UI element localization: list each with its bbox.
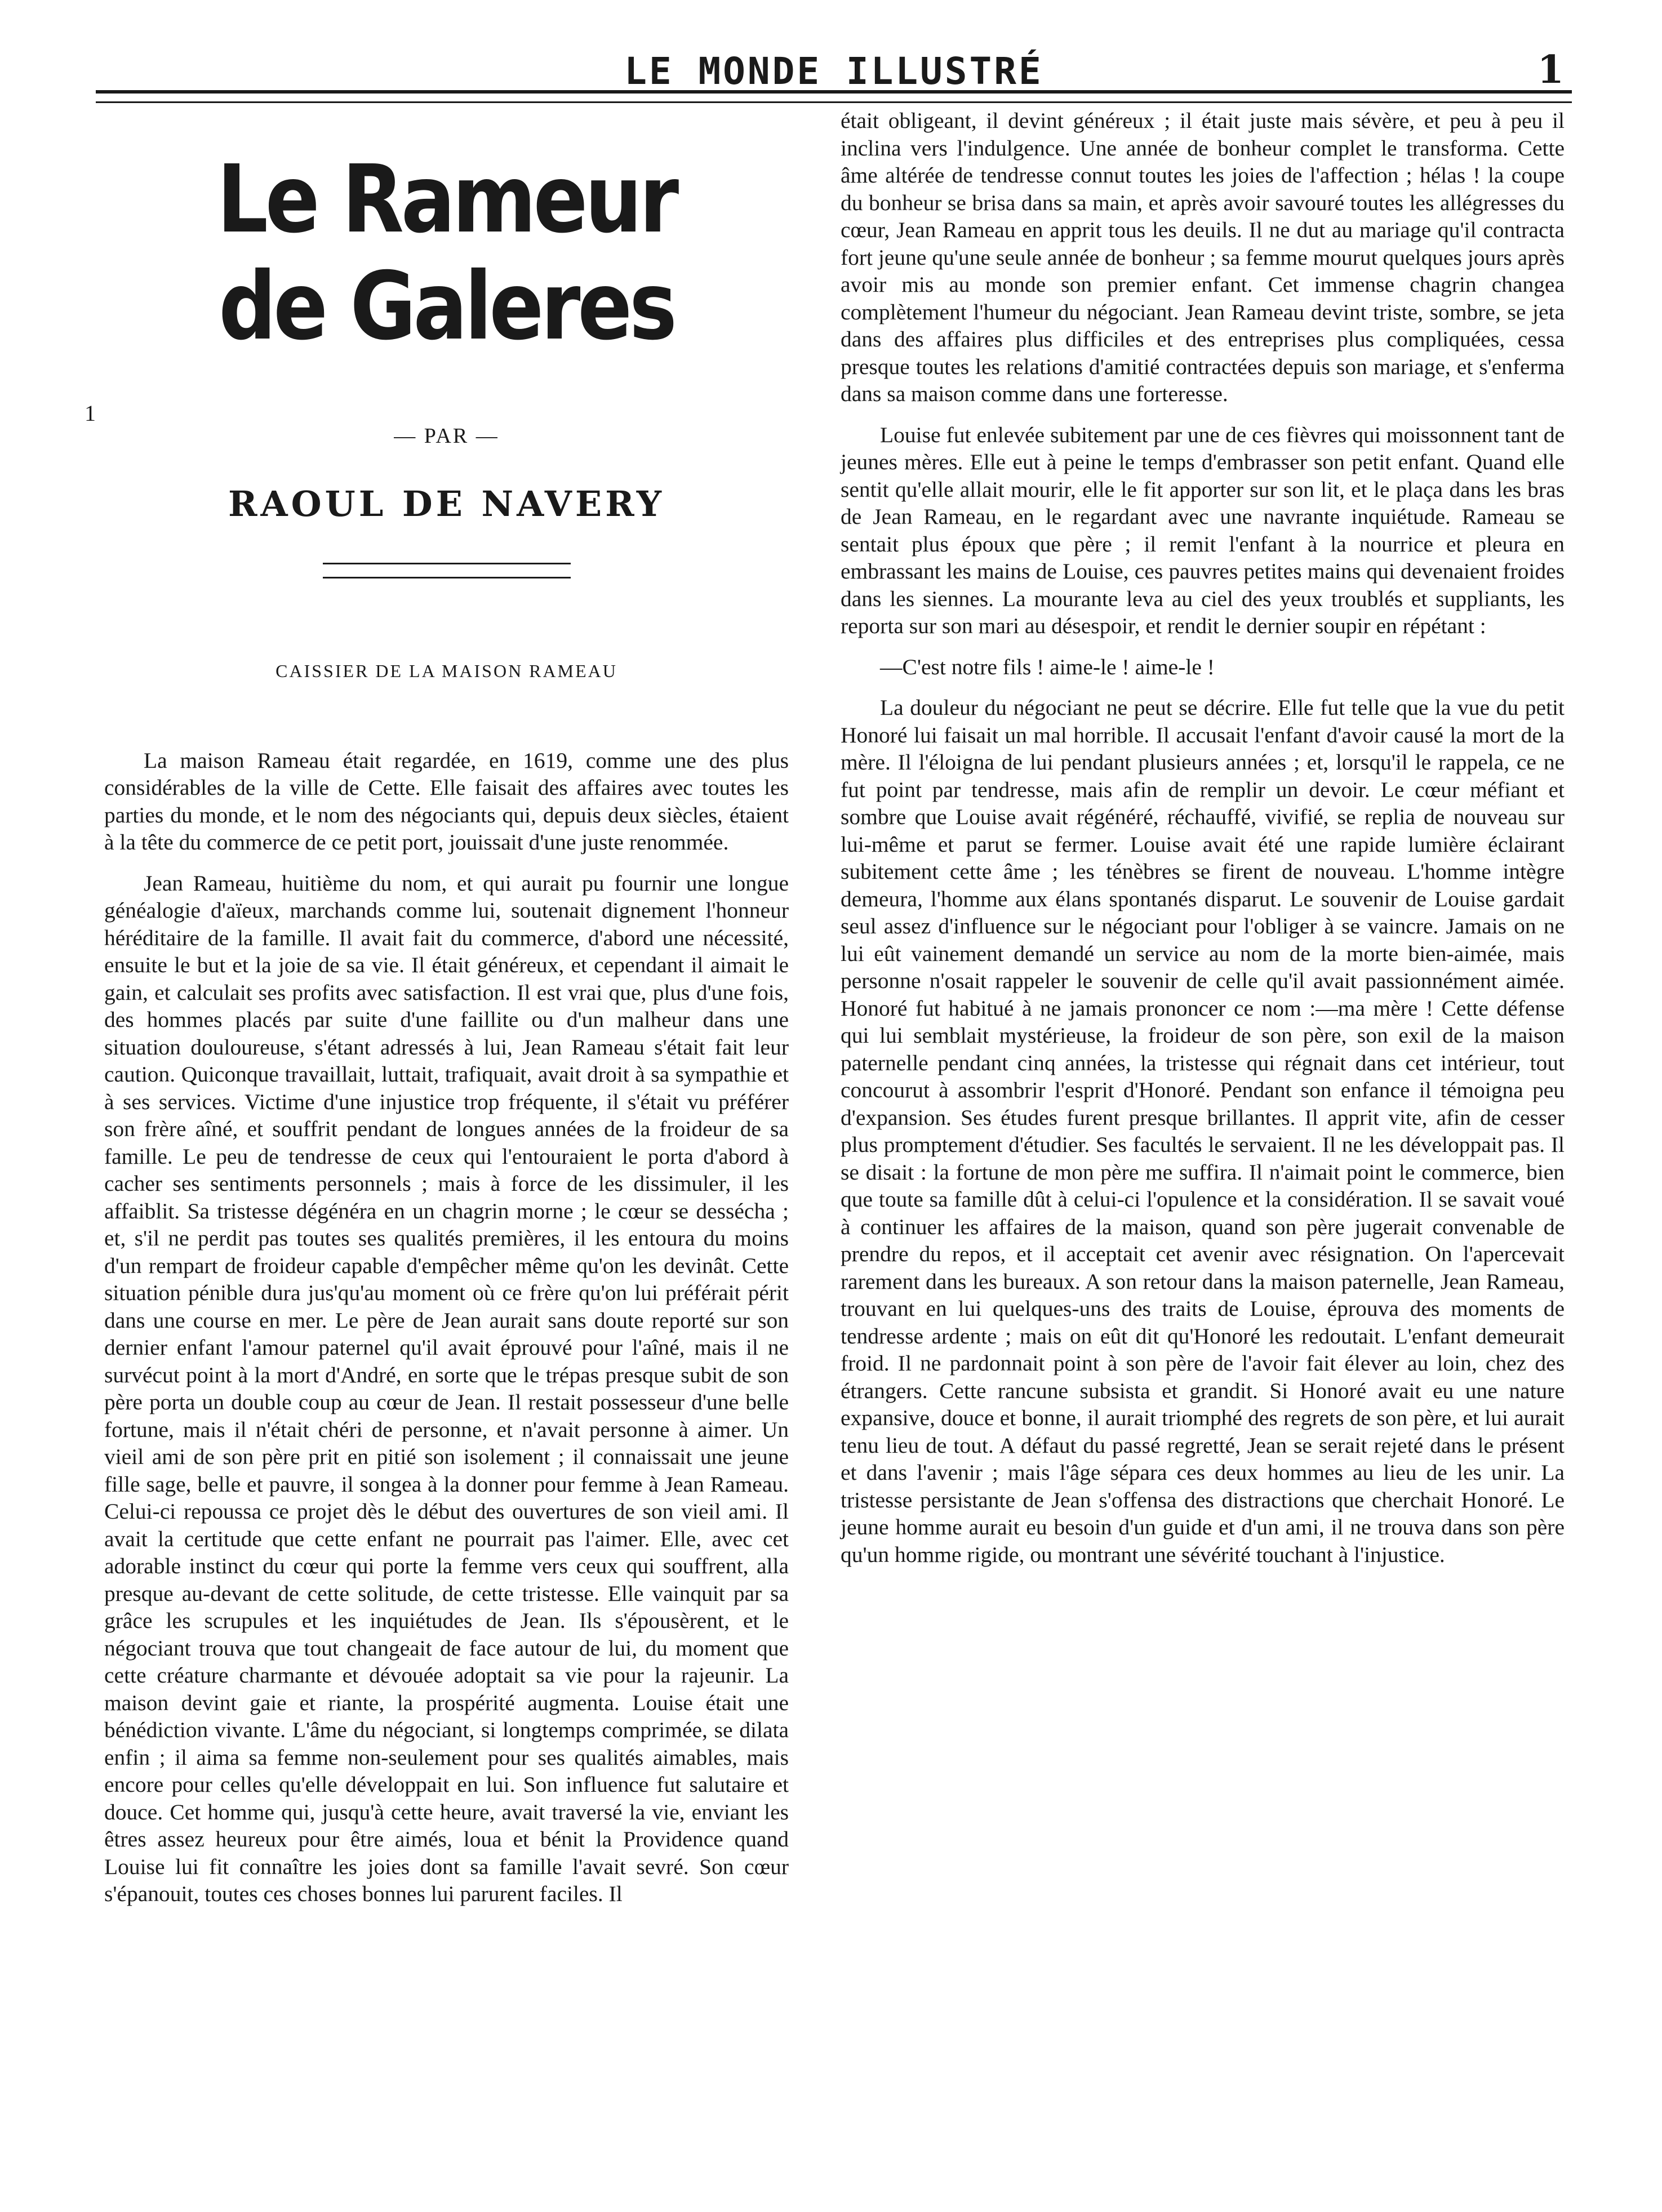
right-column bbox=[841, 107, 1565, 1582]
right-paragraph-1: était obligeant, il devint généreux ; il était juste mais sévère, et peu à peu il inclina vers l'indulgence. Une année de bonheur complet le transforma. Cette âme altérée de tendresse connut toutes les joies de l'affection ; hélas ! la coupe du bonheur se brisa dans sa main, et après avoir savouré toutes les allégresses du cœur, Jean Rameau en apprit tous les deuils. Il ne dut au mariage qu'il contracta fort jeune qu'une seule année de bonheur ; sa femme mourut quelques jours après avoir mis au monde son premier enfant. Cet immense chagrin changea complètement l'humeur du négociant. Jean Rameau devint triste, sombre, se jeta dans des affaires plus difficiles et des entreprises plus compliquées, cessa presque toutes les relations d'amitié contractées depuis son mariage, et s'enferma dans sa maison comme dans une forteresse. bbox=[841, 108, 1565, 406]
right-paragraph-4: La douleur du négociant ne peut se décrire. Elle fut telle que la vue du petit Honoré lui faisait un mal horrible. Il accusait l'enfant d'avoir causé la mort de la mère. Il l'éloigna de lui pendant plusieurs années ; et, lorsqu'il le rappela, ce ne fut point par tendresse, mais afin de remplir un devoir. Le cœur méfiant et sombre que Louise avait régénéré, réchauffé, vivifié, se replia de nouveau sur lui-même et parut se fermer. Louise avait été une rapide lumière éclairant subitement cette âme ; les ténèbres se firent de nouveau. L'homme intègre demeura, l'homme aux élans spontanés disparut. Le souvenir de Louise gardait seul assez d'influence sur le négociant pour l'obliger à se vaincre. Jamais on ne lui eût vainement demandé un service au nom de la morte bien-aimée, mais personne n'osait rappeler le souvenir de celle qu'il avait passionnément aimée. Honoré fut habitué à ne jamais prononcer ce nom :—ma mère ! Cette défense qui lui semblait mystérieuse, la froideur de son père, son exil de la maison paternelle pendant cinq années, la tristesse qui régnait dans cet intérieur, tout concourut à assombrir l'esprit d'Honoré. Pendant son enfance il témoigna peu d'expansion. Ses études furent presque brillantes. Il apprit vite, afin de cesser plus promptement d'étudier. Ses facultés le servaient. Il ne les développait pas. Il se disait : la fortune de mon père me suffira. Il n'aimait point le commerce, bien que toute sa famille dût à celui-ci l'opulence et la considération. Il se savait voué à continuer les affaires de la maison, quand son père jugerait convenable de prendre du repos, et il acceptait cet avenir avec résignation. On l'apercevait rarement dans les bureaux. A son retour dans la maison paternelle, Jean Rameau, trouvant en lui quelques-uns des traits de Louise, éprouva des moments de tendresse ardente ; mais on eût dit qu'Honoré les redoutait. L'enfant demeurait froid. Il ne pardonnait point à son père de l'avoir fait élever au loin, chez des étrangers. Cette rancune subsista et grandit. Si Honoré avait eu une nature expansive, douce et bonne, il aurait triomphé des regrets de son père, et lui aurait tenu lieu de tout. A défaut du passé regretté, Jean se serait rejeté dans le présent et dans l'avenir ; mais l'âge sépara ces deux hommes au lieu de les unir. La tristesse persistante de Jean s'offensa des distractions que cherchait Honoré. Le jeune homme aurait eu besoin d'un guide et d'un ami, il ne trouva dans son père qu'un homme rigide, ou montrant une sévérité touchant à l'injustice. bbox=[841, 695, 1565, 1567]
masthead-rule bbox=[96, 90, 1572, 103]
right-paragraph-3: —C'est notre fils ! aime-le ! aime-le ! bbox=[880, 654, 1215, 679]
right-paragraph-2: Louise fut enlevée subitement par une de ces fièvres qui moissonnent tant de jeunes mères. Elle eut à peine le temps d'embrasser son petit enfant. Quand elle sentit qu'elle allait mourir, elle le fit apporter sur son lit, et le plaça dans les bras de Jean Rameau, en le regardant avec une navrante inquiétude. Rameau se sentait plus époux que père ; il remit l'enfant à la nourrice et pleura en embrassant les mains de Louise, ces pauvres petites mains qui devenaient froides dans les siennes. La mourante leva au ciel des yeux troublés et suppliants, les reporta sur son mari au désespoir, et rendit le dernier soupir en répétant : bbox=[841, 422, 1565, 638]
article-heading bbox=[104, 146, 789, 685]
left-column bbox=[104, 107, 789, 1921]
page-number: 1 bbox=[1537, 47, 1564, 92]
spacer bbox=[104, 685, 789, 747]
byline-par: — PAR — bbox=[394, 424, 499, 448]
part-marker: 1 bbox=[85, 400, 96, 426]
left-paragraph-1: La maison Rameau était regardée, en 1619, comme une des plus considérables de la ville de Cette. Elle faisait des affaires avec toutes les parties du monde, et le nom des négociants qui, depuis deux siècles, étaient à la tête du commerce de ce petit port, jouissait d'une juste renommée. bbox=[104, 747, 789, 854]
story-title: Le Rameur de Galeres bbox=[217, 145, 676, 361]
author-name: RAOUL DE NAVERY bbox=[228, 483, 665, 524]
chapter-heading: CAISSIER DE LA MAISON RAMEAU bbox=[275, 661, 617, 681]
left-paragraph-2: Jean Rameau, huitième du nom, et qui aurait pu fournir une longue généalogie d'aïeux, marchands comme lui, soutenait dignement l'honneur héréditaire de la famille. Il avait fait du commerce, d'abord une nécessité, ensuite le but et la joie de sa vie. Il était généreux, et cependant il aimait le gain, et calculait ses profits avec satisfaction. Il est vrai que, plus d'une fois, des hommes placés par suite d'une faillite ou d'un malheur dans une situation douloureuse, s'étant adressés à lui, Jean Rameau s'était fait leur caution. Quiconque travaillait, luttait, trafiquait, avait droit à sa sympathie et à ses services. Victime d'une injustice trop fréquente, il s'était vu préférer son frère aîné, et souffrit pendant de longues années de la froideur de sa famille. Le peu de tendresse de ceux qui l'entouraient le porta d'abord à cacher ses sentiments personnels ; mais à force de les dissimuler, il les affaiblit. Sa tristesse dégénéra en un chagrin morne ; le cœur se dessécha ; et, s'il ne perdit pas toutes ses qualités premières, il les entoura du moins d'un rempart de froideur capable d'empêcher même qu'on les devinât. Cette situation pénible dura jus'qu'au moment où ce frère qu'on lui préférait périt dans une course en mer. Le père de Jean aurait sans doute reporté sur son dernier enfant l'amour paternel qu'il avait éprouvé pour l'aîné, mais il ne survécut point à la mort d'André, en sorte que le trépas presque subit de son père porta un double coup au cœur de Jean. Il restait possesseur d'une belle fortune, mais il n'était chéri de personne, et n'avait personne à aimer. Un vieil ami de son père prit en pitié son isolement ; il connaissait une jeune fille sage, belle et pauvre, il songea à la donner pour femme à Jean Rameau. Celui-ci repoussa ce projet dès le début des ouvertures de son vieil ami. Il avait la certitude que cette enfant ne pourrait pas l'aimer. Elle, avec cet adorable instinct du cœur qui porte la femme vers ceux qui souffrent, alla presque au-devant de cette solitude, de cette tristesse. Elle vainquit par sa grâce les scrupules et les inquiétudes de Jean. Ils s'épousèrent, et le négociant trouva que tout changeait de face autour de lui, du moment que cette créature charmante et dévouée adoptait sa vie pour la rajeunir. La maison devint gaie et riante, la prospérité augmenta. Louise était une bénédiction vivante. L'âme du négociant, si longtemps comprimée, se dilata enfin ; il aima sa femme non-seulement pour ses qualités aimables, mais encore pour celles qu'elle développait en lui. Son influence fut salutaire et douce. Cet homme qui, jusqu'à cette heure, avait traversé la vie, enviant les êtres assez heureux pour être aimés, loua et bénit la Providence quand Louise lui fit connaître les joies dont sa famille l'avait sevré. Son cœur s'épanouit, toutes ces choses bonnes lui parurent faciles. Il bbox=[104, 870, 789, 1906]
title-rule bbox=[323, 563, 571, 578]
publication-title: LE MONDE ILLUSTRÉ bbox=[624, 50, 1043, 93]
masthead bbox=[96, 34, 1572, 96]
